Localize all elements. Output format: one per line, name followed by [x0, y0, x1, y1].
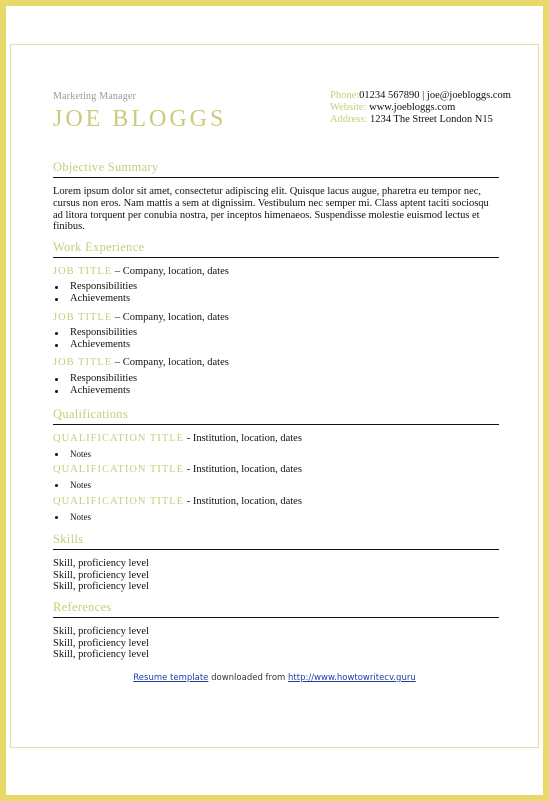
job-entry	[53, 312, 229, 323]
qualification-detail: - Institution, location, dates	[184, 464, 302, 475]
list-item: Notes	[53, 448, 91, 460]
qualification-entry	[53, 464, 302, 475]
email-separator: |	[419, 90, 427, 101]
footer-credit	[0, 673, 549, 683]
qualification-title: QUALIFICATION TITLE	[53, 464, 185, 475]
job-detail: – Company, location, dates	[112, 312, 229, 323]
list-item: Responsibilities	[53, 327, 137, 339]
candidate-name: JOE BLOGGS	[53, 106, 227, 132]
list-item: Achievements	[53, 339, 137, 351]
skills-heading: Skills	[53, 532, 499, 550]
job-bullets	[53, 327, 137, 351]
address-label: Address:	[330, 114, 368, 125]
job-title: JOB TITLE	[53, 266, 113, 277]
objective-heading: Objective Summary	[53, 160, 499, 178]
list-item: Responsibilities	[53, 373, 137, 385]
qualification-title: QUALIFICATION TITLE	[53, 433, 185, 444]
website-value[interactable]: www.joebloggs.com	[369, 102, 456, 113]
job-title: JOB TITLE	[53, 357, 113, 368]
list-item: Skill, proficiency level	[53, 649, 149, 660]
qualifications-heading: Qualifications	[53, 407, 499, 425]
contact-block	[330, 90, 511, 126]
qualification-detail: - Institution, location, dates	[184, 433, 302, 444]
job-entry	[53, 357, 229, 368]
phone-line	[330, 90, 511, 102]
list-item: Skill, proficiency level	[53, 626, 149, 637]
resume-template-link[interactable]: Resume template	[133, 673, 209, 683]
qualification-title: QUALIFICATION TITLE	[53, 496, 185, 507]
address-value: 1234 The Street London N15	[369, 114, 493, 125]
list-item: Responsibilities	[53, 281, 137, 293]
skills-list	[53, 558, 149, 593]
references-list	[53, 626, 149, 661]
job-bullets	[53, 281, 137, 305]
work-heading: Work Experience	[53, 240, 499, 258]
job-entry	[53, 266, 229, 277]
job-detail: – Company, location, dates	[112, 357, 229, 368]
qualification-entry	[53, 433, 302, 444]
email-value[interactable]: joe@joebloggs.com	[426, 90, 511, 101]
job-subtitle: Marketing Manager	[53, 91, 137, 102]
qualification-notes	[53, 511, 91, 523]
howtowritecv-link[interactable]: http://www.howtowritecv.guru	[288, 673, 416, 683]
job-bullets	[53, 373, 137, 397]
list-item: Skill, proficiency level	[53, 558, 149, 569]
qualification-notes	[53, 448, 91, 460]
qualification-entry	[53, 496, 302, 507]
website-line	[330, 102, 511, 114]
list-item: Achievements	[53, 385, 137, 397]
list-item: Notes	[53, 511, 91, 523]
job-detail: – Company, location, dates	[112, 266, 229, 277]
qualification-notes	[53, 479, 91, 491]
list-item: Skill, proficiency level	[53, 569, 149, 581]
list-item: Notes	[53, 479, 91, 491]
phone-value: 01234 567890	[359, 90, 420, 101]
footer-middle-text: downloaded from	[208, 673, 289, 683]
phone-label: Phone:	[330, 90, 360, 101]
address-line	[330, 114, 511, 126]
website-label: Website:	[330, 102, 367, 113]
objective-text: Lorem ipsum dolor sit amet, consectetur adipiscing elit. Quisque lacus augue, pharetra eu tempor nec, cursus non eros. Nam mattis a sem at dignissim. Vestibulum nec semper mi. Class aptent taciti sociosqu ad litora torquent per conubia nostra, per inceptos himenaeos. Suspendisse molestie euismod lectus et finibus.	[53, 186, 489, 233]
qualification-detail: - Institution, location, dates	[184, 496, 302, 507]
references-heading: References	[53, 600, 499, 618]
list-item: Achievements	[53, 293, 137, 305]
list-item: Skill, proficiency level	[53, 581, 149, 592]
job-title: JOB TITLE	[53, 312, 113, 323]
list-item: Skill, proficiency level	[53, 637, 149, 649]
